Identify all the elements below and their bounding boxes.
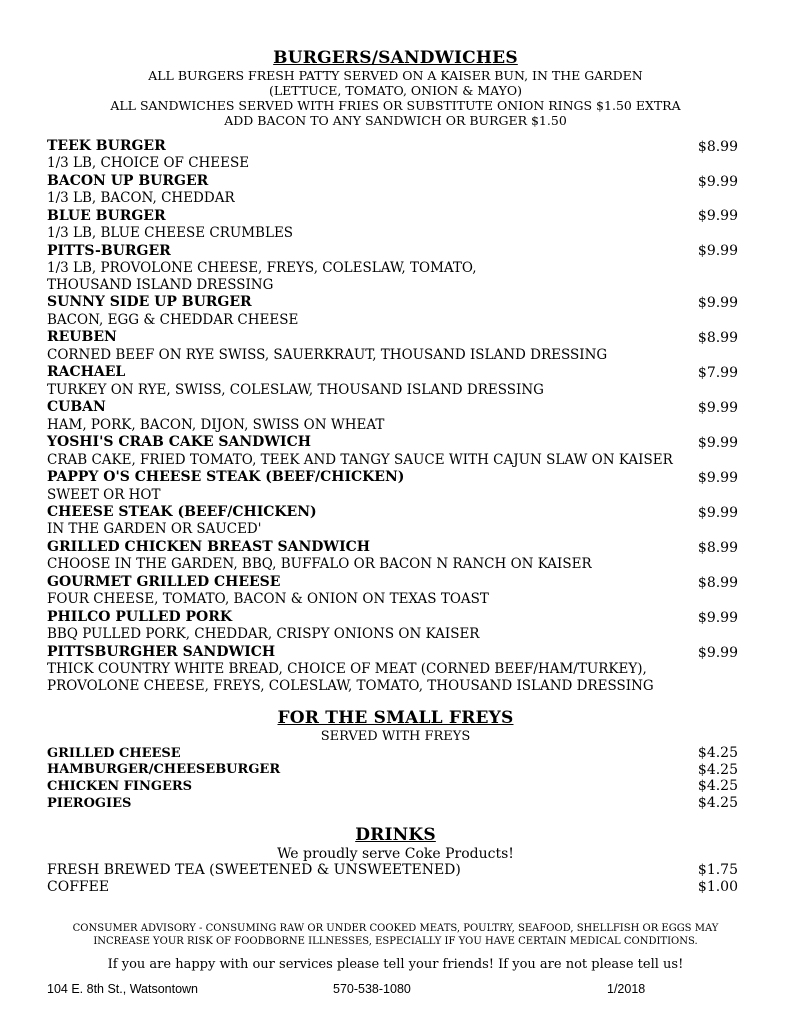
burgers-note: (LETTUCE, TOMATO, ONION & MAYO): [269, 83, 522, 98]
menu-item-name: REUBEN: [47, 329, 117, 345]
menu-item-desc: CRAB CAKE, FRIED TOMATO, TEEK AND TANGY SAUCE WITH CAJUN SLAW ON KAISER: [47, 452, 673, 468]
consumer-advisory: INCREASE YOUR RISK OF FOODBORNE ILLNESSES, ESPECIALLY IF YOU HAVE CERTAIN MEDICAL CONDITIONS.: [93, 936, 698, 947]
menu-item-price: $9.99: [697, 400, 738, 416]
menu-item-price: $8.99: [697, 139, 738, 155]
menu-item-desc: IN THE GARDEN OR SAUCED': [47, 521, 262, 537]
menu-item-desc: THOUSAND ISLAND DRESSING: [47, 277, 274, 293]
menu-item-desc: BBQ PULLED PORK, CHEDDAR, CRISPY ONIONS ON KAISER: [47, 626, 480, 642]
drinks-section-title: DRINKS: [355, 825, 436, 845]
menu-item-name: TEEK BURGER: [47, 138, 166, 154]
menu-item-name: PAPPY O'S CHEESE STEAK (BEEF/CHICKEN): [47, 469, 405, 485]
menu-item-name: SUNNY SIDE UP BURGER: [47, 294, 252, 310]
menu-item-name: BACON UP BURGER: [47, 173, 209, 189]
menu-item-name: CHICKEN FINGERS: [47, 779, 193, 794]
menu-item-price: $4.25: [697, 762, 738, 778]
menu-item-name: RACHAEL: [47, 364, 126, 380]
menu-item-price: $8.99: [697, 330, 738, 346]
menu-item-price: $8.99: [697, 540, 738, 556]
menu-item-price: $9.99: [697, 208, 738, 224]
drinks-subtitle: We proudly serve Coke Products!: [277, 846, 514, 862]
burgers-note: ALL BURGERS FRESH PATTY SERVED ON A KAISER BUN, IN THE GARDEN: [148, 68, 643, 83]
menu-item-price: $9.99: [697, 295, 738, 311]
menu-item-desc: THICK COUNTRY WHITE BREAD, CHOICE OF MEAT (CORNED BEEF/HAM/TURKEY),: [47, 661, 647, 677]
menu-item-price: $4.25: [697, 795, 738, 811]
menu-item-price: $4.25: [697, 745, 738, 761]
menu-item-price: $9.99: [697, 174, 738, 190]
consumer-advisory: CONSUMER ADVISORY - CONSUMING RAW OR UNDER COOKED MEATS, POULTRY, SEAFOOD, SHELLFISH OR EGGS MAY: [72, 923, 719, 934]
small-freys-subtitle: SERVED WITH FREYS: [320, 729, 471, 744]
burgers-note: ADD BACON TO ANY SANDWICH OR BURGER $1.50: [224, 113, 567, 128]
menu-item-price: $9.99: [697, 645, 738, 661]
footer-date: 1/2018: [607, 982, 646, 996]
menu-item-name: FRESH BREWED TEA (SWEETENED & UNSWEETENED): [47, 862, 461, 878]
menu-item-desc: BACON, EGG & CHEDDAR CHEESE: [47, 312, 299, 328]
footer-message: If you are happy with our services please tell your friends! If you are not please tell us!: [107, 957, 684, 972]
menu-item-desc: HAM, PORK, BACON, DIJON, SWISS ON WHEAT: [47, 417, 385, 433]
menu-item-name: GRILLED CHEESE: [47, 746, 181, 761]
menu-item-name: PIEROGIES: [47, 796, 132, 811]
menu-item-desc: TURKEY ON RYE, SWISS, COLESLAW, THOUSAND ISLAND DRESSING: [47, 382, 544, 398]
menu-item-price: $7.99: [697, 365, 738, 381]
burgers-note: ALL SANDWICHES SERVED WITH FRIES OR SUBSTITUTE ONION RINGS $1.50 EXTRA: [110, 98, 681, 113]
menu-item-desc: 1/3 LB, CHOICE OF CHEESE: [47, 155, 250, 171]
menu-item-name: CUBAN: [47, 399, 106, 415]
menu-item-desc: 1/3 LB, BLUE CHEESE CRUMBLES: [47, 225, 294, 241]
menu-item-name: GOURMET GRILLED CHEESE: [47, 574, 281, 590]
menu-item-desc: SWEET OR HOT: [47, 487, 161, 503]
menu-item-price: $8.99: [697, 575, 738, 591]
menu-item-desc: 1/3 LB, BACON, CHEDDAR: [47, 190, 235, 206]
footer-address: 104 E. 8th St., Watsontown: [47, 982, 199, 996]
menu-item-desc: FOUR CHEESE, TOMATO, BACON & ONION ON TEXAS TOAST: [47, 591, 489, 607]
menu-item-desc: PROVOLONE CHEESE, FREYS, COLESLAW, TOMATO, THOUSAND ISLAND DRESSING: [47, 678, 654, 694]
menu-item-desc: CHOOSE IN THE GARDEN, BBQ, BUFFALO OR BACON N RANCH ON KAISER: [47, 556, 592, 572]
menu-item-price: $1.00: [697, 879, 738, 895]
menu-item-name: PITTSBURGHER SANDWICH: [47, 644, 276, 660]
menu-item-desc: 1/3 LB, PROVOLONE CHEESE, FREYS, COLESLAW, TOMATO,: [47, 260, 477, 276]
menu-item-desc: CORNED BEEF ON RYE SWISS, SAUERKRAUT, THOUSAND ISLAND DRESSING: [47, 347, 608, 363]
menu-item-name: CHEESE STEAK (BEEF/CHICKEN): [47, 504, 317, 520]
footer-phone: 570-538-1080: [333, 982, 411, 996]
menu-item-name: YOSHI'S CRAB CAKE SANDWICH: [47, 434, 311, 450]
burgers-section-title: BURGERS/SANDWICHES: [273, 48, 518, 68]
menu-item-price: $9.99: [697, 435, 738, 451]
menu-item-price: $9.99: [697, 470, 738, 486]
menu-item-name: COFFEE: [47, 879, 110, 895]
menu-item-name: PITTS-BURGER: [47, 243, 171, 259]
menu-item-price: $9.99: [697, 505, 738, 521]
menu-item-price: $9.99: [697, 243, 738, 259]
small-freys-section-title: FOR THE SMALL FREYS: [277, 708, 514, 728]
menu-item-price: $1.75: [697, 862, 738, 878]
menu-item-name: GRILLED CHICKEN BREAST SANDWICH: [47, 539, 371, 555]
menu-item-price: $4.25: [697, 778, 738, 794]
menu-item-name: PHILCO PULLED PORK: [47, 609, 232, 625]
menu-item-price: $9.99: [697, 610, 738, 626]
menu-item-name: BLUE BURGER: [47, 208, 166, 224]
menu-item-name: HAMBURGER/CHEESEBURGER: [47, 762, 281, 777]
